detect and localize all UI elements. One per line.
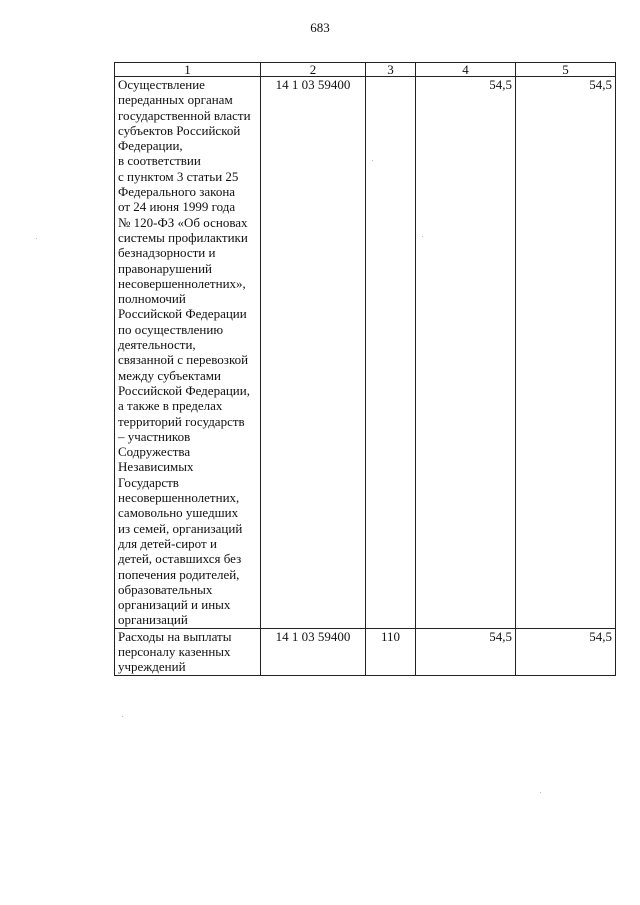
scan-speck [372, 160, 373, 161]
row-description: Расходы на выплаты персоналу казенных учреждений [115, 628, 261, 675]
row-expense-type: 110 [366, 628, 416, 675]
budget-table [114, 62, 616, 676]
row-value-col5: 54,5 [516, 77, 616, 629]
row-expense-type [366, 77, 416, 629]
scan-speck [422, 236, 423, 237]
row-code: 14 1 03 59400 [261, 77, 366, 629]
table-row [115, 628, 616, 675]
scan-speck [36, 238, 37, 239]
column-header-3: 3 [366, 63, 416, 77]
header-row [115, 63, 616, 77]
row-value-col4: 54,5 [416, 77, 516, 629]
page-number: 683 [310, 20, 330, 35]
scan-speck [540, 792, 541, 793]
row-value-col4: 54,5 [416, 628, 516, 675]
column-header-5: 5 [516, 63, 616, 77]
table-row [115, 77, 616, 629]
row-value-col5: 54,5 [516, 628, 616, 675]
scan-speck [122, 716, 123, 717]
row-description: Осуществление переданных органам государственной власти субъектов Российской Федерации, в соответствии с пунктом 3 статьи 25 Федерального закона от 24 июня 1999 года № 120-ФЗ «Об основах системы профилактики безнадзорности и правонарушений несовершеннолетних», полномочий Российской Федерации по осуществлению деятельности, связанной с перевозкой между субъектами Российской Федерации, а также в пределах территорий государств – участников Содружества Независимых Государств несовершеннолетних, самовольно ушедших из семей, организаций для детей-сирот и детей, оставшихся без попечения родителей, образовательных организаций и иных организаций [115, 77, 261, 629]
row-code: 14 1 03 59400 [261, 628, 366, 675]
column-header-4: 4 [416, 63, 516, 77]
column-header-2: 2 [261, 63, 366, 77]
column-header-1: 1 [115, 63, 261, 77]
